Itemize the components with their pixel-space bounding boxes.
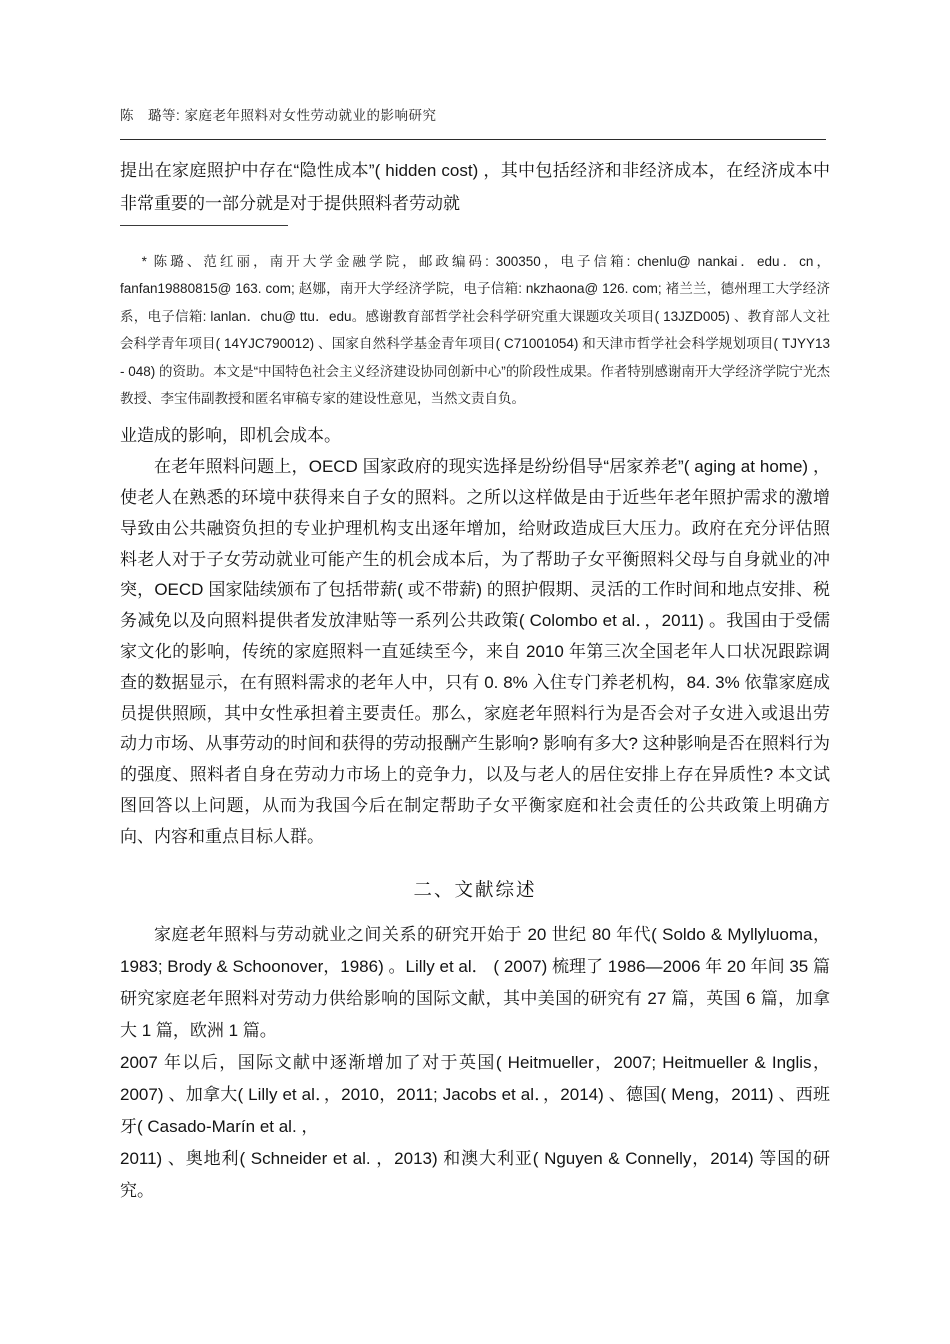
running-header: 陈 璐等: 家庭老年照料对女性劳动就业的影响研究 [120,108,437,123]
author-footnote: * 陈璐、范红丽，南开大学金融学院，邮政编码: 300350，电子信箱: chenlu@ nankai．edu．cn，fanfan19880815@ 163. com; 赵娜，南开大学经济学院，电子信箱: nkzhaona@ 126. com; 褚兰兰，德州理工大学经济系，电子信箱: lanlan．chu@ ttu．edu。感谢教育部哲学社会科学研究重大课题攻关项目( 13JZD005) 、教育部人文社会科学青年项目( 14YJC790012) 、国家自然科学基金青年项目( C71001054) 和天津市哲学社会科学规划项目( TJYY13 - 048) 的资助。本文是“中国特色社会主义经济建设协同创新中心”的阶段性成果。作者特别感谢南开大学经济学院宁光杰教授、李宝伟副教授和匿名审稿专家的建设性意见，当然文责自负。 [120,254,830,407]
section-heading-literature-review: 二、文献综述 [413,878,537,900]
page-content [120,0,830,1207]
section-paragraph: 家庭老年照料与劳动就业之间关系的研究开始于 20 世纪 80 年代( Soldo & Myllyluoma，1983; Brody & Schoonover，1986) 。Lilly et al． ( 2007) 梳理了 1986—2006 年 20 年间 35 篇研究家庭老年照料对劳动力供给影响的国际文献，其中美国的研究有 27 篇，英国 6 篇，加拿大 1 篇，欧洲 1 篇。 [120,924,830,1040]
intro-paragraph: 提出在家庭照护中存在“隐性成本”( hidden cost) ，其中包括经济和非经济成本，在经济成本中非常重要的一部分就是对于提供照料者劳动就 [120,161,830,213]
body-paragraph: 在老年照料问题上，OECD 国家政府的现实选择是纷纷倡导“居家养老”( aging at home) ，使老人在熟悉的环境中获得来自子女的照料。之所以这样做是由于近些年老年照护需求的激增导致由公共融资负担的专业护理机构支出逐年增加，给财政造成巨大压力。政府在充分评估照料老人对于子女劳动就业可能产生的机会成本后，为了帮助子女平衡照料父母与自身就业的冲突，OECD 国家陆续颁布了包括带薪( 或不带薪) 的照护假期、灵活的工作时间和地点安排、税务减免以及向照料提供者发放津贴等一系列公共政策( Colombo et al．，2011) 。我国由于受儒家文化的影响，传统的家庭照料一直延续至今，来自 2010 年第三次全国老年人口状况跟踪调查的数据显示，在有照料需求的老年人中，只有 0. 8% 入住专门养老机构，84. 3% 依靠家庭成员提供照顾，其中女性承担着主要责任。那么，家庭老年照料行为是否会对子女进入或退出劳动力市场、从事劳动的时间和获得的劳动报酬产生影响? 影响有多大? 这种影响是否在照料行为的强度、照料者自身在劳动力市场上的竞争力，以及与老人的居住安排上存在异质性? 本文试图回答以上问题，从而为我国今后在制定帮助子女平衡家庭和社会责任的公共政策上明确方向、内容和重点目标人群。 [120,457,830,846]
section-paragraph: 2011) 、奥地利( Schneider et al. ，2013) 和澳大利亚( Nguyen & Connelly，2014) 等国的研究。 [120,1148,830,1200]
body-paragraph: 业造成的影响，即机会成本。 [120,426,341,446]
footnote-separator [120,225,288,226]
section-paragraph: 2007 年以后，国际文献中逐渐增加了对于英国( Heitmueller，2007; Heitmueller & Inglis，2007) 、加拿大( Lilly et al．，2010，2011; Jacobs et al．，2014) 、德国( Meng，2011) 、西班牙( Casado-Marín et al. ， [120,1052,830,1136]
header-rule-divider [120,139,826,140]
